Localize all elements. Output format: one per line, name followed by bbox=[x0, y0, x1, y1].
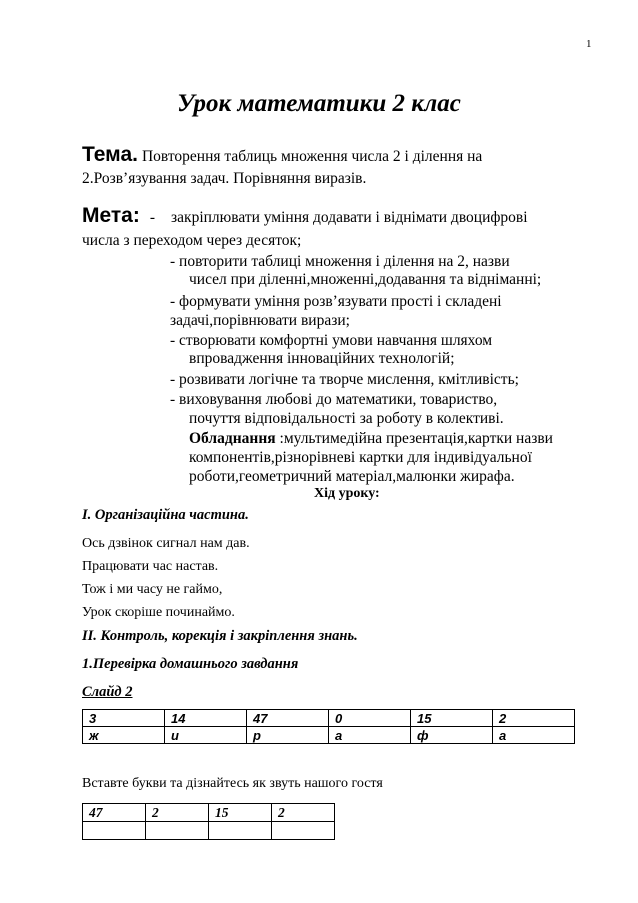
poem-line-4: Урок скоріше починаймо. bbox=[82, 605, 235, 620]
table-cell: р bbox=[247, 727, 329, 744]
table-cell: 0 bbox=[329, 710, 411, 727]
goal-item-2-cont: задачі,порівнювати вирази; bbox=[170, 312, 350, 329]
poem-line-2: Працювати час настав. bbox=[82, 559, 219, 574]
goal-item-3: - створювати комфортні умови навчання шляхом bbox=[170, 332, 493, 349]
table-cell: 47 bbox=[247, 710, 329, 727]
goal-dash: - bbox=[149, 209, 156, 226]
slide-table bbox=[82, 709, 575, 744]
goal-item-1-cont: чисел при діленні,множенні,додавання та відніманні; bbox=[189, 271, 542, 288]
goal-text-2: числа з переходом через десяток; bbox=[82, 232, 302, 249]
table-cell bbox=[272, 822, 335, 840]
section-1-heading: І. Організаційна частина. bbox=[82, 507, 249, 523]
table-row bbox=[83, 822, 335, 840]
table-row bbox=[83, 804, 335, 822]
table-cell bbox=[146, 822, 209, 840]
table-cell: 2 bbox=[146, 804, 209, 822]
table-cell bbox=[209, 822, 272, 840]
goal-item-5: - виховування любові до математики, товариство, bbox=[170, 391, 498, 408]
goal-item-2: - формувати уміння розв’язувати прості і складені bbox=[170, 293, 502, 310]
page-title: Урок математики 2 клас bbox=[177, 90, 461, 117]
table-cell: 47 bbox=[83, 804, 146, 822]
table-cell: и bbox=[165, 727, 247, 744]
goal-item-4: - розвивати логічне та творче мислення, кмітливість; bbox=[170, 371, 519, 388]
homework-check-heading: 1.Перевірка домашнього завдання bbox=[82, 656, 299, 672]
page-number: 1 bbox=[586, 38, 592, 50]
topic-text-2: 2.Розв’язування задач. Порівняння виразів. bbox=[82, 170, 367, 187]
lesson-flow-heading: Хід уроку: bbox=[314, 486, 380, 501]
section-2-heading: ІІ. Контроль, корекція і закріплення знань. bbox=[82, 628, 358, 644]
table-cell: ф bbox=[411, 727, 493, 744]
topic-line bbox=[82, 143, 482, 167]
goal-line bbox=[82, 204, 528, 228]
table-cell: 2 bbox=[493, 710, 575, 727]
equipment-line bbox=[189, 430, 553, 448]
table-cell bbox=[83, 822, 146, 840]
table-cell: 15 bbox=[411, 710, 493, 727]
goal-item-5-cont: почуття відповідальності за роботу в колективі. bbox=[189, 410, 504, 427]
table-cell: 2 bbox=[272, 804, 335, 822]
answer-table bbox=[82, 803, 335, 840]
table-cell: 15 bbox=[209, 804, 272, 822]
equipment-text-2: компонентів,різнорівневі картки для індивідуальної bbox=[189, 449, 532, 466]
equipment-text-1: :мультимедійна презентація,картки назви bbox=[275, 430, 553, 447]
table-cell: 14 bbox=[165, 710, 247, 727]
topic-label: Тема. bbox=[82, 143, 138, 166]
topic-text-1: Повторення таблиць множення числа 2 і ділення на bbox=[141, 148, 483, 165]
equipment-text-3: роботи,геометричний матеріал,малюнки жирафа. bbox=[189, 468, 515, 485]
table-row bbox=[83, 710, 575, 727]
slide-label: Слайд 2 bbox=[82, 684, 133, 700]
goal-label: Мета: bbox=[82, 204, 140, 227]
poem-line-1: Ось дзвінок сигнал нам дав. bbox=[82, 536, 250, 551]
goal-item-1: - повторити таблиці множення і ділення на 2, назви bbox=[170, 253, 510, 270]
table-row bbox=[83, 727, 575, 744]
poem-line-3: Тож і ми часу не гаймо, bbox=[82, 582, 223, 597]
table-cell: 3 bbox=[83, 710, 165, 727]
table-cell: ж bbox=[83, 727, 165, 744]
table-cell: а bbox=[493, 727, 575, 744]
goal-item-3-cont: впровадження інноваційних технологій; bbox=[189, 350, 455, 367]
equipment-label: Обладнання bbox=[189, 430, 276, 447]
table-cell: а bbox=[329, 727, 411, 744]
goal-text-1: закріплювати уміння додавати і віднімати двоцифрові bbox=[171, 209, 528, 226]
instruction-text: Вставте букви та дізнайтесь як звуть нашого гостя bbox=[82, 776, 383, 791]
